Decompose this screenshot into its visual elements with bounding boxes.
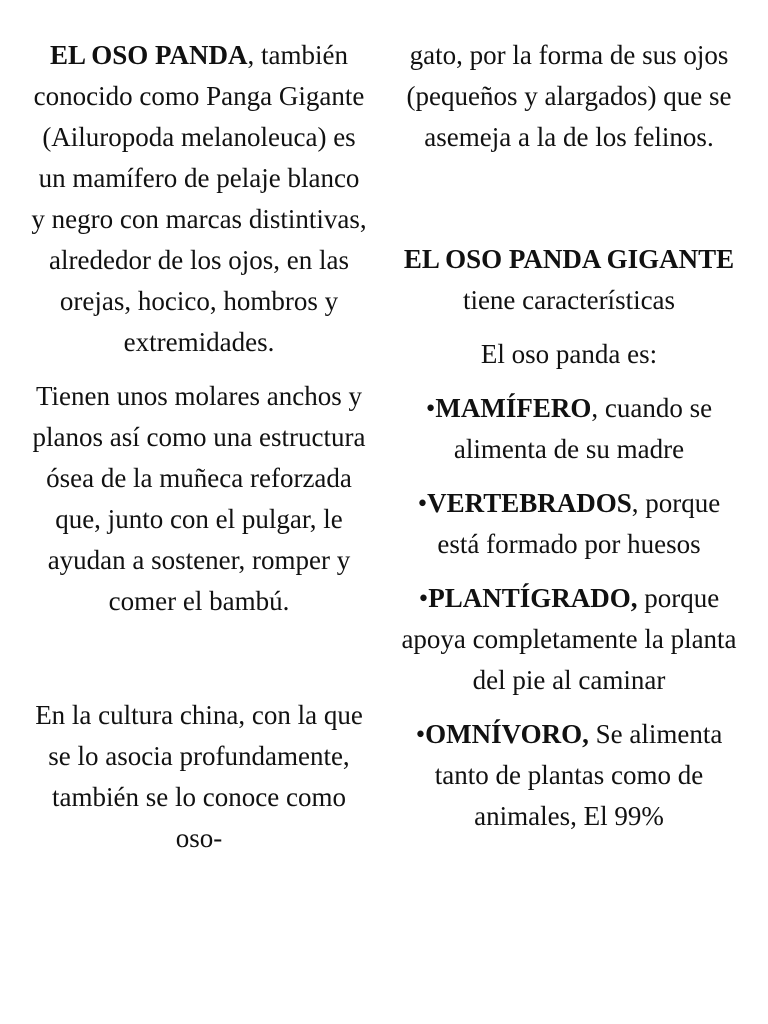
culture-paragraph: En la cultura china, con la que se lo asocia profundamente, también se lo conoce como oso- (35, 700, 363, 853)
heading-text: tiene características (462, 285, 676, 315)
right-column (400, 0, 738, 837)
item-text: , porque está formado por huesos (437, 488, 721, 559)
bullet-icon: • (418, 583, 429, 613)
bullet-icon: • (417, 488, 428, 518)
cat-paragraph: gato, por la forma de sus ojos (pequeños y alargados) que se asemeja a la de los felinos. (406, 40, 732, 152)
intro-paragraph (30, 35, 368, 363)
molars-paragraph: Tienen unos molares anchos y planos así como una estructura ósea de la muñeca reforzada que, junto con el pulgar, le ayudan a sostener, romper y comer el bambú. (32, 381, 366, 616)
item-text: porque apoya completamente la planta del pie al caminar (401, 583, 737, 695)
bullet-icon: • (415, 719, 426, 749)
item-term: MAMÍFERO (435, 393, 592, 423)
item-text: , cuando se alimenta de su madre (453, 393, 713, 464)
list-item-vertebrados (400, 483, 738, 565)
heading-bold: EL OSO PANDA GIGANTE (403, 244, 735, 274)
list-item-plantigrado (400, 578, 738, 701)
item-text: Se alimenta tanto de plantas como de animales, El 99% (434, 719, 723, 831)
list-intro: El oso panda es: (480, 339, 658, 369)
item-term: PLANTÍGRADO, (428, 583, 638, 613)
title-bold: EL OSO PANDA (49, 40, 248, 70)
list-item-mamifero (400, 388, 738, 470)
item-term: VERTEBRADOS (427, 488, 632, 518)
intro-text: , también conocido como Panga Gigante (Ailuropoda melanoleuca) es un mamífero de pelaje blanco y negro con marcas distintivas, alrededor de los ojos, en las orejas, hocico, hombros y extremidades. (31, 40, 367, 357)
list-item-omnivoro (400, 714, 738, 837)
bullet-icon: • (425, 393, 436, 423)
characteristics-heading (400, 239, 738, 321)
item-term: OMNÍVORO, (425, 719, 589, 749)
left-column (30, 0, 368, 859)
